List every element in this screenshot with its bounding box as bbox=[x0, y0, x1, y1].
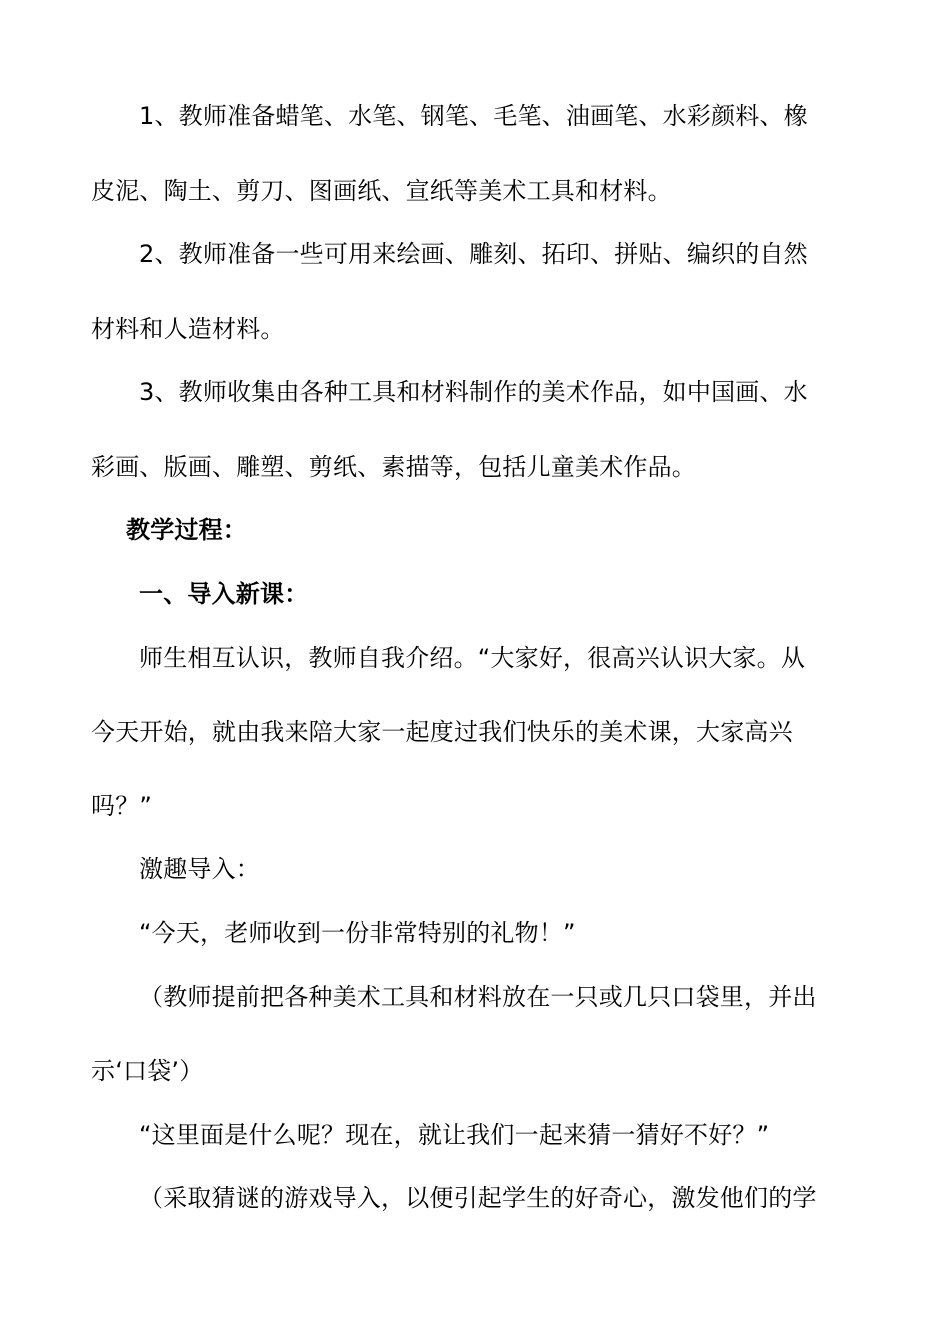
text-line-15: 示‘口袋’） bbox=[91, 1057, 204, 1085]
text-line-16: “这里面是什么呢？现在，就让我们一起来猜一猜好不好？” bbox=[139, 1121, 770, 1149]
section-heading-teaching-process: 教学过程： bbox=[126, 516, 247, 544]
text-line-3: 2、教师准备一些可用来绘画、雕刻、拓印、拼贴、编织的自然 bbox=[139, 240, 808, 268]
text-line-10: 今天开始，就由我来陪大家一起度过我们快乐的美术课，大家高兴 bbox=[91, 718, 793, 746]
text-line-14: （教师提前把各种美术工具和材料放在一只或几只口袋里，并出 bbox=[139, 983, 817, 1011]
text-line-1: 1、教师准备蜡笔、水笔、钢笔、毛笔、油画笔、水彩颜料、橡 bbox=[139, 102, 808, 130]
section-heading-intro: 一、导入新课： bbox=[139, 580, 309, 608]
text-line-13: “今天，老师收到一份非常特别的礼物！” bbox=[139, 919, 576, 947]
text-line-5: 3、教师收集由各种工具和材料制作的美术作品，如中国画、水 bbox=[139, 378, 808, 406]
text-line-12: 激趣导入： bbox=[139, 855, 260, 883]
text-line-11: 吗？” bbox=[91, 792, 153, 820]
text-line-9: 师生相互认识，教师自我介绍。“大家好，很高兴认识大家。从 bbox=[139, 644, 806, 672]
text-line-4: 材料和人造材料。 bbox=[91, 315, 285, 343]
text-line-6: 彩画、版画、雕塑、剪纸、素描等，包括儿童美术作品。 bbox=[91, 453, 696, 481]
text-line-17: （采取猜谜的游戏导入，以便引起学生的好奇心，激发他们的学 bbox=[139, 1184, 817, 1212]
text-line-2: 皮泥、陶土、剪刀、图画纸、宣纸等美术工具和材料。 bbox=[91, 177, 672, 205]
